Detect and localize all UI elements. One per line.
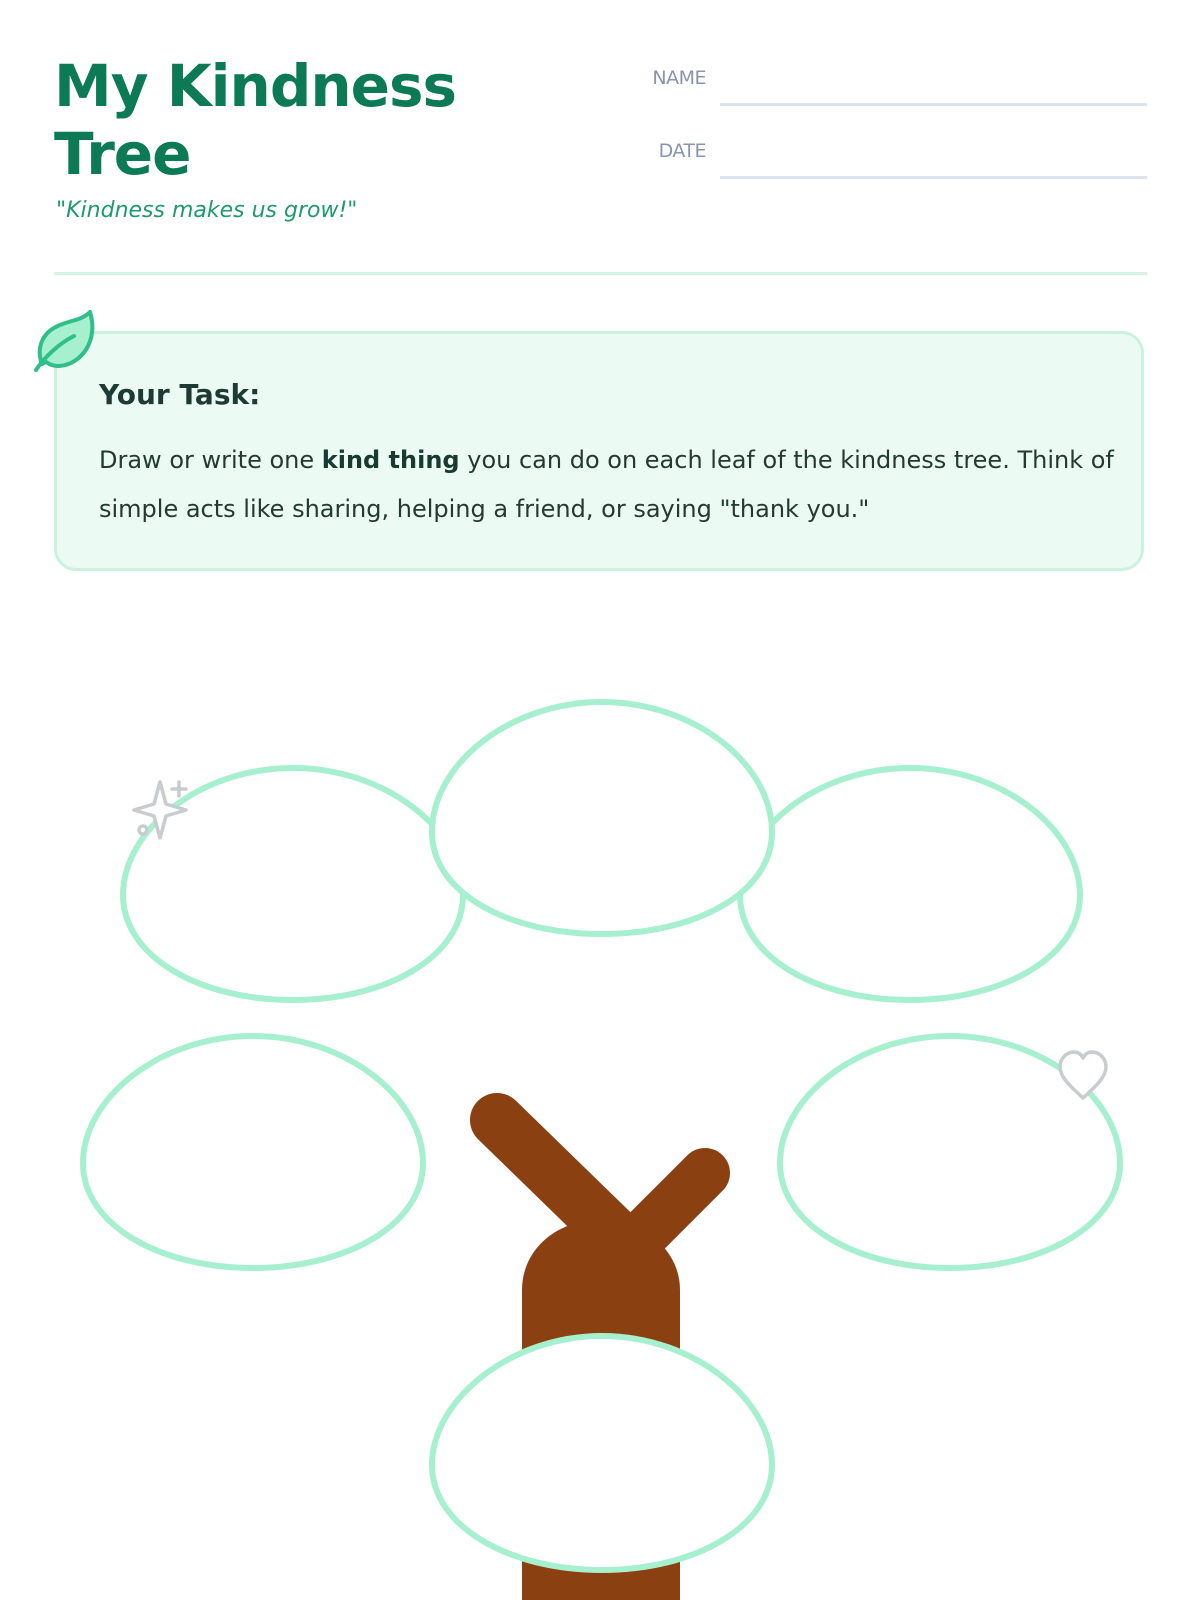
date-label: DATE <box>658 140 706 162</box>
task-text-bold: kind thing <box>321 446 460 474</box>
leaf-top-left[interactable] <box>123 768 463 1000</box>
task-text-after: you can do on each leaf of the kindness tree. Think of simple acts like sharing, helping a friend, or saying "thank you." <box>99 446 1114 523</box>
leaf-top-right[interactable] <box>740 768 1080 1000</box>
title-line-2: Tree <box>54 120 191 188</box>
task-card <box>54 331 1144 571</box>
name-field[interactable] <box>720 103 1147 106</box>
task-text-before: Draw or write one <box>99 446 322 474</box>
leaf-top-center[interactable] <box>432 702 772 934</box>
task-heading: Your Task: <box>99 378 261 411</box>
leaf-icon <box>30 308 96 374</box>
date-field[interactable] <box>720 176 1147 179</box>
name-label: NAME <box>652 67 706 89</box>
worksheet-title <box>54 52 456 188</box>
task-instructions <box>99 436 1119 534</box>
leaf-middle-left[interactable] <box>83 1036 423 1268</box>
worksheet-subtitle: "Kindness makes us grow!" <box>56 198 358 223</box>
title-line-1: My Kindness <box>54 52 457 120</box>
leaf-bottom-center[interactable] <box>432 1336 772 1570</box>
header-divider <box>54 272 1147 275</box>
kindness-tree <box>0 600 1200 1600</box>
